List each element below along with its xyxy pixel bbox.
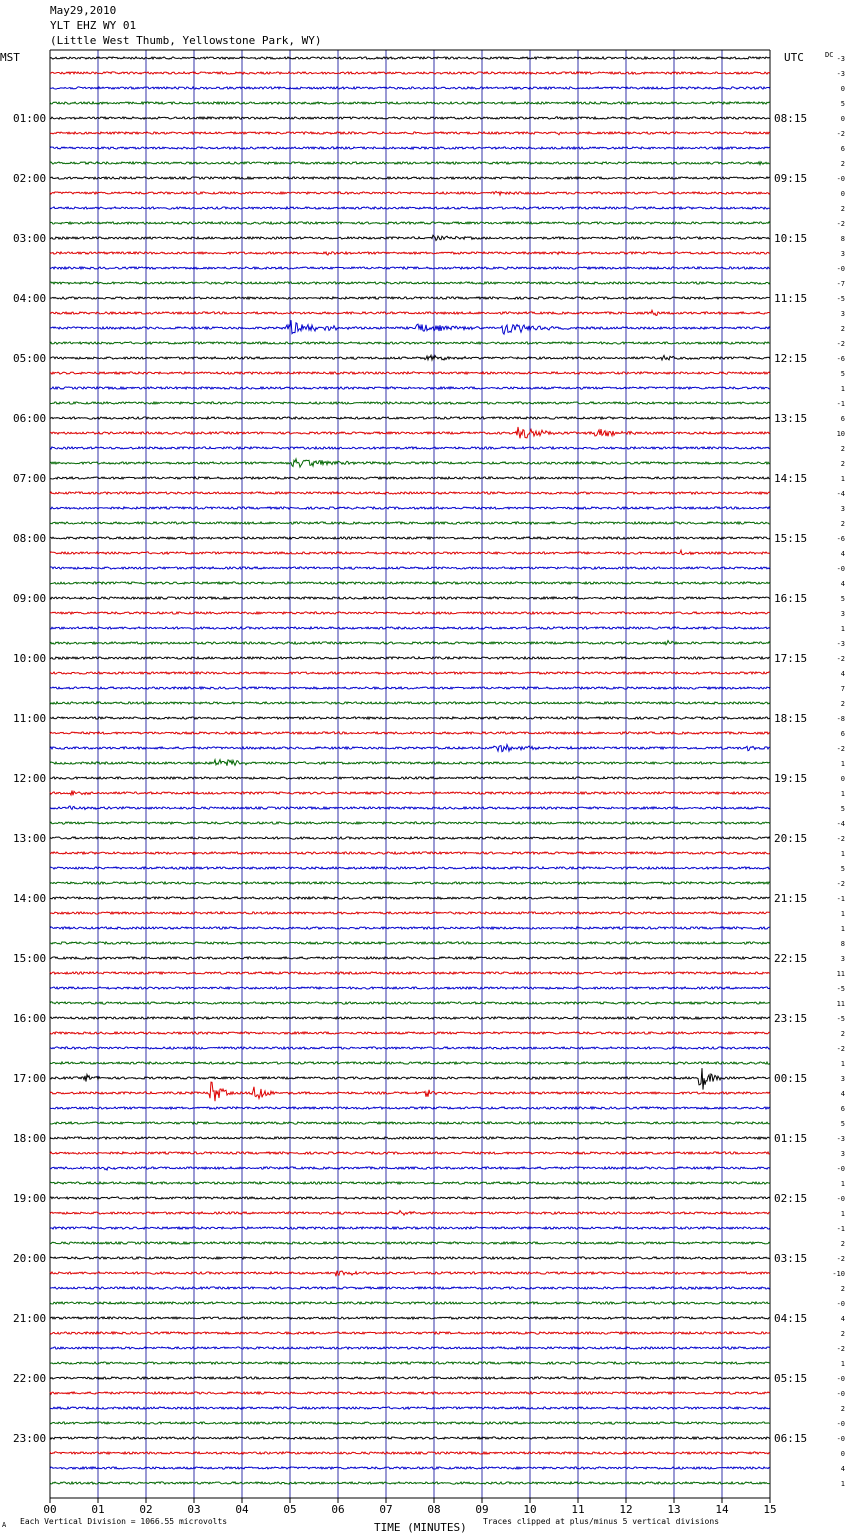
dc-offset-label: 1	[840, 790, 845, 798]
plot-date: May29,2010	[50, 4, 117, 17]
dc-offset-label: 2	[840, 1285, 845, 1293]
utc-hour-label: 10:15	[774, 232, 808, 245]
x-tick-label: 14	[715, 1503, 729, 1516]
dc-offset-label: 1	[840, 910, 845, 918]
x-tick-label: 00	[43, 1503, 57, 1516]
dc-offset-label: 2	[840, 1330, 845, 1338]
trace-row	[50, 402, 770, 404]
utc-hour-label: 05:15	[774, 1372, 808, 1385]
utc-hour-label: 18:15	[774, 712, 808, 725]
mst-hour-label: 09:00	[13, 592, 47, 605]
trace-row	[50, 897, 770, 899]
trace-row	[50, 641, 770, 645]
trace-row	[50, 1422, 770, 1424]
mst-hour-label: 13:00	[13, 832, 47, 845]
trace-row	[50, 1182, 770, 1184]
mst-hour-label: 01:00	[13, 112, 47, 125]
utc-hour-label: 02:15	[774, 1192, 808, 1205]
trace-row	[50, 1482, 770, 1484]
mst-hour-label: 14:00	[13, 892, 47, 905]
trace-row	[50, 822, 770, 824]
trace-row	[50, 387, 770, 389]
mst-hour-label: 22:00	[13, 1372, 47, 1385]
trace-row	[50, 1082, 770, 1101]
mst-hour-label: 15:00	[13, 952, 47, 965]
trace-row	[50, 987, 770, 989]
trace-row	[50, 1271, 770, 1277]
mst-hour-label: 03:00	[13, 232, 47, 245]
utc-hour-label: 03:15	[774, 1252, 808, 1265]
trace-row	[50, 837, 770, 839]
dc-offset-label: 4	[840, 1090, 845, 1098]
trace-row	[50, 1242, 770, 1244]
utc-hour-label: 22:15	[774, 952, 808, 965]
dc-offset-label: 1	[840, 1180, 845, 1188]
dc-offset-label: 1	[840, 385, 845, 393]
trace-row	[50, 597, 770, 599]
station-location: (Little West Thumb, Yellowstone Park, WY)	[50, 34, 322, 47]
dc-offset-label: -0	[836, 1390, 845, 1398]
trace-row	[50, 447, 770, 449]
x-tick-label: 12	[619, 1503, 633, 1516]
x-tick-label: 13	[667, 1503, 681, 1516]
dc-offset-label: -2	[836, 220, 845, 228]
mst-hour-label: 23:00	[13, 1432, 47, 1445]
trace-row	[50, 147, 770, 149]
trace-row	[50, 882, 770, 884]
scale-note: Each Vertical Division = 1066.55 microvolts	[20, 1517, 228, 1526]
trace-row	[50, 1032, 770, 1034]
mst-hour-label: 18:00	[13, 1132, 47, 1145]
trace-row	[50, 537, 770, 539]
mst-hour-label: 12:00	[13, 772, 47, 785]
dc-offset-label: 5	[840, 865, 845, 873]
dc-offset-label: 3	[840, 1150, 845, 1158]
x-tick-label: 06	[331, 1503, 345, 1516]
trace-row	[50, 235, 770, 240]
trace-row	[50, 1287, 770, 1289]
dc-offset-label: -4	[836, 490, 845, 498]
dc-offset-label: 1	[840, 1210, 845, 1218]
trace-row	[50, 252, 770, 255]
trace-row	[50, 1211, 770, 1216]
x-tick-label: 03	[187, 1503, 201, 1516]
trace-row	[50, 582, 770, 584]
dc-offset-label: -2	[836, 1045, 845, 1053]
dc-offset-label: 1	[840, 475, 845, 483]
trace-row	[50, 627, 770, 629]
trace-row	[50, 777, 770, 779]
x-tick-label: 09	[475, 1503, 489, 1516]
trace-row	[50, 567, 770, 569]
dc-offset-label: -5	[836, 1015, 845, 1023]
dc-offset-label: 5	[840, 100, 845, 108]
dc-offset-label: 2	[840, 160, 845, 168]
dc-offset-label: 1	[840, 760, 845, 768]
dc-offset-label: 7	[840, 685, 845, 693]
dc-offset-label: -0	[836, 1435, 845, 1443]
dc-offset-label: 2	[840, 700, 845, 708]
mst-hour-label: 16:00	[13, 1012, 47, 1025]
utc-hour-label: 23:15	[774, 1012, 808, 1025]
utc-hour-label: 11:15	[774, 292, 808, 305]
dc-offset-label: -6	[836, 535, 845, 543]
trace-row	[50, 702, 770, 704]
dc-offset-label: 0	[840, 190, 845, 198]
mst-hour-label: 02:00	[13, 172, 47, 185]
trace-row	[50, 1302, 770, 1304]
mst-hour-label: 17:00	[13, 1072, 47, 1085]
trace-row	[50, 927, 770, 929]
mst-hour-label: 08:00	[13, 532, 47, 545]
mst-hour-label: 10:00	[13, 652, 47, 665]
dc-offset-label: -0	[836, 175, 845, 183]
dc-offset-label: -6	[836, 355, 845, 363]
dc-offset-label: -3	[836, 640, 845, 648]
dc-offset-label: 2	[840, 1405, 845, 1413]
x-tick-label: 11	[571, 1503, 585, 1516]
dc-offset-label: 2	[840, 445, 845, 453]
dc-offset-label: 2	[840, 205, 845, 213]
dc-offset-label: -0	[836, 1420, 845, 1428]
trace-row	[50, 1137, 770, 1139]
trace-row	[50, 1362, 770, 1364]
dc-offset-label: 1	[840, 925, 845, 933]
dc-offset-label: -0	[836, 1165, 845, 1173]
dc-offset-label: 10	[836, 430, 845, 438]
dc-offset-label: -1	[836, 1225, 845, 1233]
dc-offset-label: 2	[840, 460, 845, 468]
trace-row	[50, 177, 770, 179]
utc-hour-label: 00:15	[774, 1072, 808, 1085]
utc-hour-label: 20:15	[774, 832, 808, 845]
dc-offset-label: 2	[840, 325, 845, 333]
trace-row	[50, 320, 770, 334]
dc-offset-label: -0	[836, 1195, 845, 1203]
trace-row	[50, 550, 770, 555]
utc-hour-label: 14:15	[774, 472, 808, 485]
dc-offset-label: -2	[836, 655, 845, 663]
dc-offset-label: -0	[836, 1375, 845, 1383]
trace-row	[50, 132, 770, 135]
dc-offset-label: 4	[840, 1315, 845, 1323]
utc-hour-label: 16:15	[774, 592, 808, 605]
x-tick-label: 01	[91, 1503, 105, 1516]
dc-offset-label: 5	[840, 1120, 845, 1128]
dc-offset-label: 6	[840, 1105, 845, 1113]
utc-hour-label: 08:15	[774, 112, 808, 125]
x-tick-label: 02	[139, 1503, 153, 1516]
trace-row	[50, 162, 770, 165]
dc-offset-label: -1	[836, 895, 845, 903]
dc-offset-label: 11	[836, 970, 845, 978]
trace-row	[50, 1452, 770, 1454]
dc-offset-label: 3	[840, 250, 845, 258]
dc-offset-label: 2	[840, 520, 845, 528]
dc-offset-label: 0	[840, 115, 845, 123]
dc-offset-label: 5	[840, 595, 845, 603]
dc-offset-label: 5	[840, 370, 845, 378]
trace-row	[50, 760, 770, 766]
trace-row	[50, 1332, 770, 1334]
dc-offset-label: 1	[840, 1060, 845, 1068]
dc-offset-label: -4	[836, 820, 845, 828]
x-axis-label: TIME (MINUTES)	[374, 1521, 467, 1534]
trace-row	[50, 522, 770, 524]
dc-offset-label: 11	[836, 1000, 845, 1008]
trace-row	[50, 687, 770, 689]
dc-offset-label: 1	[840, 1480, 845, 1488]
trace-row	[50, 1017, 770, 1019]
utc-hour-label: 06:15	[774, 1432, 808, 1445]
trace-row	[50, 477, 770, 479]
trace-row	[50, 791, 770, 796]
dc-offset-label: -0	[836, 1300, 845, 1308]
dc-offset-label: 6	[840, 730, 845, 738]
trace-row	[50, 372, 770, 374]
trace-row	[50, 1068, 770, 1089]
dc-offset-label: 0	[840, 1450, 845, 1458]
utc-hour-label: 17:15	[774, 652, 808, 665]
dc-offset-label: 3	[840, 505, 845, 513]
trace-row	[50, 1122, 770, 1124]
dc-offset-label: 3	[840, 955, 845, 963]
corner-mark: A	[2, 1521, 7, 1529]
dc-offset-label: -10	[832, 1270, 845, 1278]
trace-row	[50, 1317, 770, 1319]
left-axis-title: MST	[0, 51, 20, 64]
utc-hour-label: 15:15	[774, 532, 808, 545]
trace-row	[50, 717, 770, 719]
seismic-traces	[50, 57, 770, 1484]
dc-offset-label: 3	[840, 310, 845, 318]
dc-offset-label: 2	[840, 1030, 845, 1038]
trace-row	[50, 102, 770, 104]
dc-offset-label: 1	[840, 850, 845, 858]
dc-offset-label: 4	[840, 580, 845, 588]
trace-row	[50, 1437, 770, 1439]
trace-row	[50, 310, 770, 315]
utc-hour-label: 21:15	[774, 892, 808, 905]
trace-row	[50, 297, 770, 299]
trace-row	[50, 1392, 770, 1394]
dc-offset-label: -5	[836, 985, 845, 993]
dc-offset-label: -2	[836, 340, 845, 348]
dc-offset-label: 3	[840, 610, 845, 618]
dc-offset-label: -2	[836, 1255, 845, 1263]
trace-row	[50, 117, 770, 120]
mst-hour-label: 19:00	[13, 1192, 47, 1205]
mst-hour-label: 05:00	[13, 352, 47, 365]
trace-row	[50, 342, 770, 344]
trace-row	[50, 972, 770, 974]
trace-row	[50, 1107, 770, 1109]
dc-offset-label: 0	[840, 85, 845, 93]
trace-row	[50, 267, 770, 269]
right-axis-title: UTC	[784, 51, 804, 64]
trace-row	[50, 732, 770, 734]
mst-hour-label: 20:00	[13, 1252, 47, 1265]
x-tick-label: 08	[427, 1503, 441, 1516]
utc-hour-label: 19:15	[774, 772, 808, 785]
trace-row	[50, 745, 770, 752]
dc-offset-label: 0	[840, 775, 845, 783]
trace-row	[50, 672, 770, 674]
dc-offset-label: -3	[836, 55, 845, 63]
trace-row	[50, 1047, 770, 1049]
x-tick-label: 05	[283, 1503, 297, 1516]
utc-hour-label: 04:15	[774, 1312, 808, 1325]
utc-hour-label: 13:15	[774, 412, 808, 425]
dc-offset-label: 8	[840, 940, 845, 948]
utc-hour-label: 09:15	[774, 172, 808, 185]
dc-offset-label: 3	[840, 1075, 845, 1083]
trace-row	[50, 191, 770, 195]
utc-hour-label: 01:15	[774, 1132, 808, 1145]
trace-row	[50, 1167, 770, 1170]
dc-offset-label: -2	[836, 130, 845, 138]
mst-hour-label: 21:00	[13, 1312, 47, 1325]
dc-offset-label: 6	[840, 415, 845, 423]
x-tick-label: 07	[379, 1503, 393, 1516]
mst-hour-label: 11:00	[13, 712, 47, 725]
dc-offset-label: -2	[836, 1345, 845, 1353]
trace-row	[50, 1347, 770, 1349]
x-tick-label: 15	[763, 1503, 777, 1516]
dc-offset-label: -8	[836, 715, 845, 723]
dc-offset-label: -7	[836, 280, 845, 288]
utc-hour-label: 12:15	[774, 352, 808, 365]
trace-row	[50, 612, 770, 614]
trace-row	[50, 957, 770, 959]
trace-row	[50, 459, 770, 467]
dc-offset-label: -2	[836, 745, 845, 753]
trace-row	[50, 427, 770, 438]
trace-row	[50, 912, 770, 914]
dc-offset-label: 4	[840, 1465, 845, 1473]
mst-hour-label: 04:00	[13, 292, 47, 305]
trace-row	[50, 852, 770, 854]
dc-offset-label: -3	[836, 70, 845, 78]
trace-row	[50, 1227, 770, 1229]
trace-row	[50, 222, 770, 224]
dc-offset-label: -1	[836, 400, 845, 408]
trace-row	[50, 1377, 770, 1379]
dc-offset-label: -0	[836, 265, 845, 273]
trace-row	[50, 492, 770, 494]
trace-row	[50, 1467, 770, 1469]
station-code: YLT EHZ WY 01	[50, 19, 137, 32]
trace-row	[50, 1062, 770, 1064]
dc-column-title: DC	[825, 51, 834, 59]
dc-offset-label: -3	[836, 1135, 845, 1143]
trace-row	[50, 87, 770, 89]
dc-offset-label: 4	[840, 550, 845, 558]
trace-row	[50, 657, 770, 659]
trace-row	[50, 507, 770, 509]
trace-row	[50, 282, 770, 284]
trace-row	[50, 1257, 770, 1259]
trace-row	[50, 942, 770, 944]
dc-offset-label: 5	[840, 805, 845, 813]
dc-offset-label: 1	[840, 1360, 845, 1368]
dc-offset-label: 8	[840, 235, 845, 243]
dc-offset-label: 6	[840, 145, 845, 153]
clip-note: Traces clipped at plus/minus 5 vertical divisions	[483, 1517, 720, 1526]
x-tick-label: 04	[235, 1503, 249, 1516]
trace-row	[50, 72, 770, 74]
dc-offset-label: 4	[840, 670, 845, 678]
dc-offset-label: 2	[840, 1240, 845, 1248]
trace-row	[50, 207, 770, 209]
dc-offset-label: -2	[836, 880, 845, 888]
dc-offset-label: -2	[836, 835, 845, 843]
trace-row	[50, 1407, 770, 1409]
trace-row	[50, 417, 770, 419]
trace-row	[50, 867, 770, 869]
mst-hour-label: 06:00	[13, 412, 47, 425]
trace-row	[50, 57, 770, 59]
trace-row	[50, 1197, 770, 1199]
dc-offset-label: -5	[836, 295, 845, 303]
x-axis-ticks	[43, 1498, 776, 1516]
mst-hour-label: 07:00	[13, 472, 47, 485]
trace-row	[50, 806, 770, 810]
trace-row	[50, 355, 770, 360]
trace-row	[50, 1002, 770, 1004]
x-tick-label: 10	[523, 1503, 537, 1516]
dc-offset-label: -0	[836, 565, 845, 573]
trace-row	[50, 1152, 770, 1154]
dc-offset-label: 1	[840, 625, 845, 633]
